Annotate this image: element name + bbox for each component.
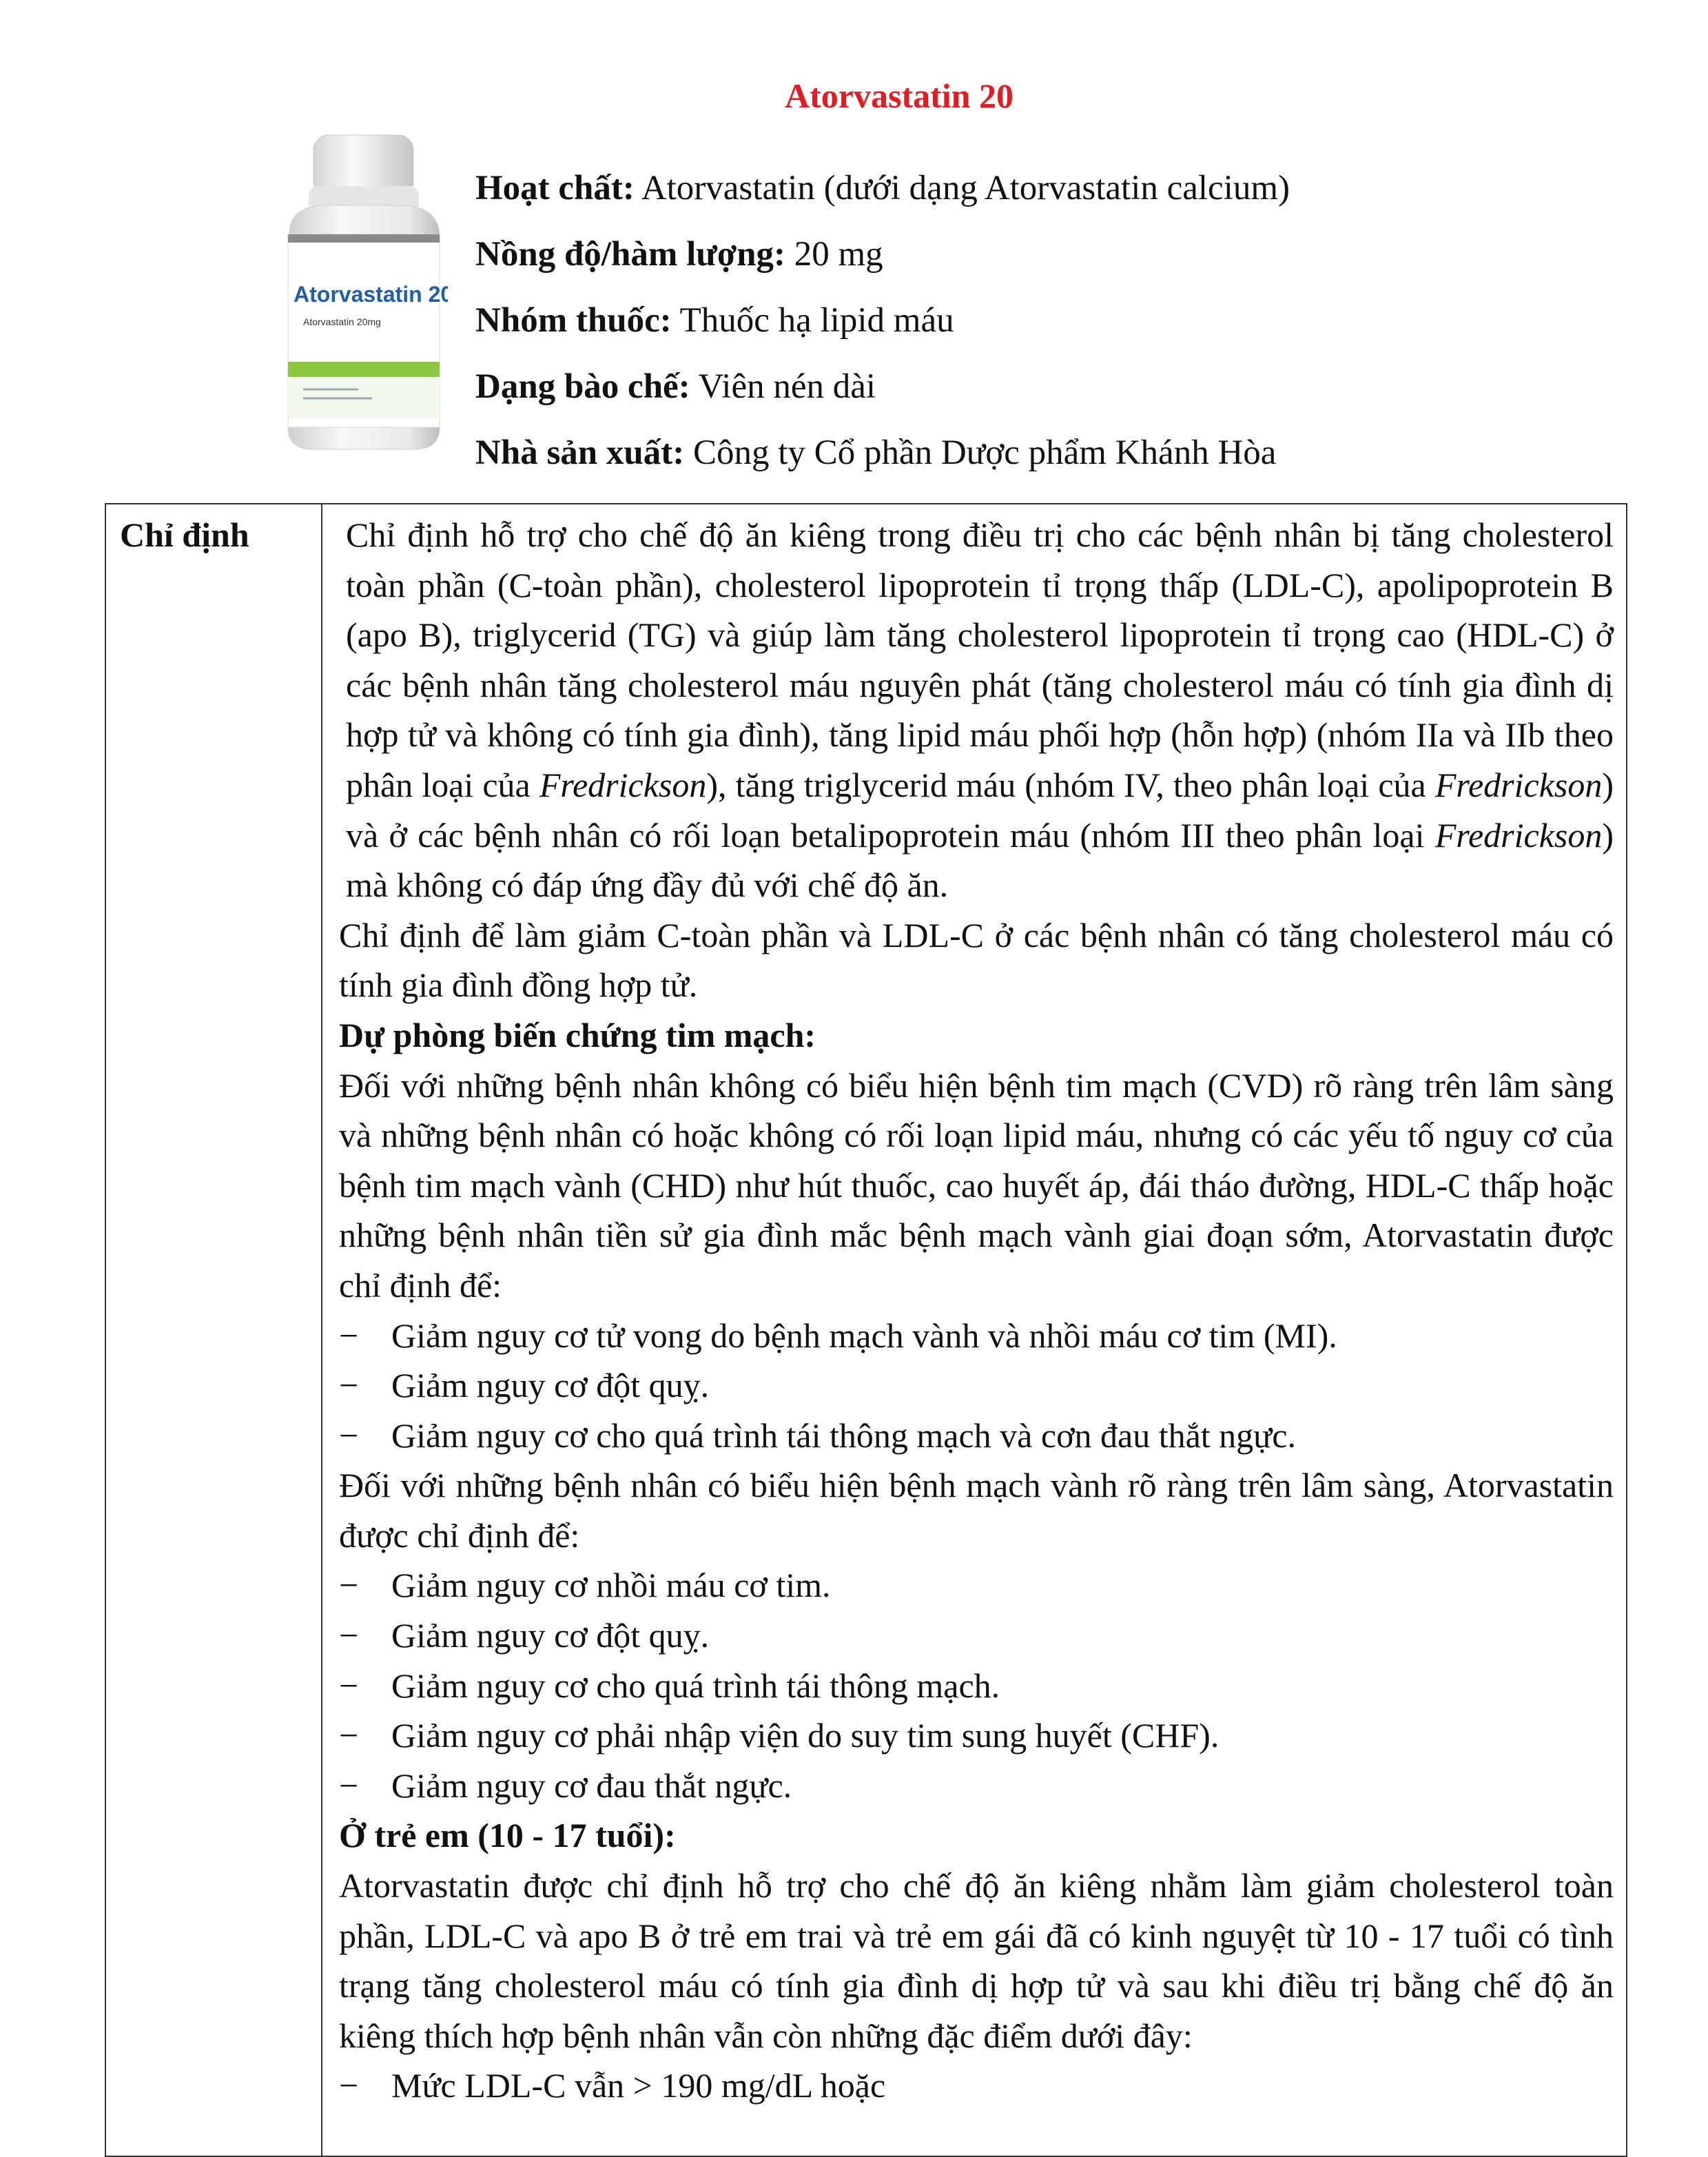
indication-table (105, 503, 1627, 2157)
info-row-dosage-form: Dạng bào chế: Viên nén dài (475, 367, 876, 406)
bottle-label-sub: Atorvastatin 20mg (303, 316, 381, 327)
info-row-strength: Nồng độ/hàm lượng: 20 mg (475, 235, 883, 274)
indication-content (339, 510, 1614, 2111)
list-item: − Giảm nguy cơ phải nhập viện do suy tim sung huyết (CHF). (339, 1710, 1614, 1761)
list-item: − Mức LDL-C vẫn > 190 mg/dL hoặc (339, 2061, 1614, 2111)
indication-paragraph-3: Đối với những bệnh nhân không có biểu hiện bệnh tim mạch (CVD) rõ ràng trên lâm sàng và những bệnh nhân có hoặc không có rối loạn lipid máu, nhưng có các yếu tố nguy cơ của bệnh tim mạch vành (CHD) như hút thuốc, cao huyết áp, đái tháo đường, HDL-C thấp hoặc những bệnh nhân tiền sử gia đình mắc bệnh mạch vành giai đoạn sớm, Atorvastatin được chỉ định để: (339, 1065, 1614, 1305)
list-item: − Giảm nguy cơ đau thắt ngực. (339, 1761, 1614, 1811)
section-heading-children: Ở trẻ em (10 - 17 tuổi): (339, 1816, 676, 1855)
section-heading-cardiovascular: Dự phòng biến chứng tim mạch: (339, 1015, 816, 1054)
bottle-label-brand: Atorvastatin 20 (294, 282, 448, 307)
page-title: Atorvastatin 20 (785, 76, 1014, 115)
list-item: − Giảm nguy cơ đột quỵ. (339, 1360, 1614, 1411)
medicine-bottle-icon (276, 131, 448, 455)
drug-info-list (475, 155, 1647, 486)
indication-paragraph-5: Atorvastatin được chỉ định hỗ trợ cho chế độ ăn kiêng nhằm làm giảm cholesterol toàn phần, LDL-C và apo B ở trẻ em trai và trẻ em gái đã có kinh nguyệt từ 10 - 17 tuổi có tình trạng tăng cholesterol máu có tính gia đình dị hợp tử và sau khi điều trị bằng chế độ ăn kiêng thích hợp bệnh nhân vẫn còn những đặc điểm dưới đây: (339, 1866, 1614, 2055)
column-divider (321, 504, 322, 2156)
list-item: − Giảm nguy cơ tử vong do bệnh mạch vành và nhồi máu cơ tim (MI). (339, 1311, 1614, 1361)
list-item: − Giảm nguy cơ đột quỵ. (339, 1611, 1614, 1661)
list-item: − Giảm nguy cơ nhồi máu cơ tim. (339, 1560, 1614, 1611)
product-bottle-image (276, 131, 448, 455)
info-row-active-ingredient: Hoạt chất: Atorvastatin (dưới dạng Atorvastatin calcium) (475, 169, 1290, 207)
info-row-manufacturer: Nhà sản xuất: Công ty Cổ phần Dược phẩm Khánh Hòa (475, 433, 1277, 472)
indication-paragraph-2: Chỉ định để làm giảm C-toàn phần và LDL-C ở các bệnh nhân có tăng cholesterol máu có tính gia đình đồng hợp tử. (339, 915, 1614, 1005)
info-row-drug-group: Nhóm thuốc: Thuốc hạ lipid máu (475, 301, 954, 340)
list-item: − Giảm nguy cơ cho quá trình tái thông mạch và cơn đau thắt ngực. (339, 1411, 1614, 1461)
list-item: − Giảm nguy cơ cho quá trình tái thông mạch. (339, 1661, 1614, 1711)
indication-label: Chỉ định (120, 515, 249, 554)
indication-paragraph-4: Đối với những bệnh nhân có biểu hiện bệnh mạch vành rõ ràng trên lâm sàng, Atorvastatin được chỉ định để: (339, 1466, 1614, 1555)
indication-paragraph-1: Chỉ định hỗ trợ cho chế độ ăn kiêng trong điều trị cho các bệnh nhân bị tăng cholesterol toàn phần (C-toàn phần), cholesterol lipoprotein tỉ trọng thấp (LDL-C), apolipoprotein B (apo B), triglycerid (TG) và giúp làm tăng cholesterol lipoprotein tỉ trọng cao (HDL-C) ở các bệnh nhân tăng cholesterol máu nguyên phát (tăng cholesterol máu có tính gia đình dị hợp tử và không có tính gia đình), tăng lipid máu phối hợp (hỗn hợp) (nhóm IIa và IIb theo phân loại của Fredrickson), tăng triglycerid máu (nhóm IV, theo phân loại của Fredrickson) và ở các bệnh nhân có rối loạn betalipoprotein máu (nhóm III theo phân loại Fredrickson) mà không có đáp ứng đầy đủ với chế độ ăn. (346, 515, 1614, 905)
